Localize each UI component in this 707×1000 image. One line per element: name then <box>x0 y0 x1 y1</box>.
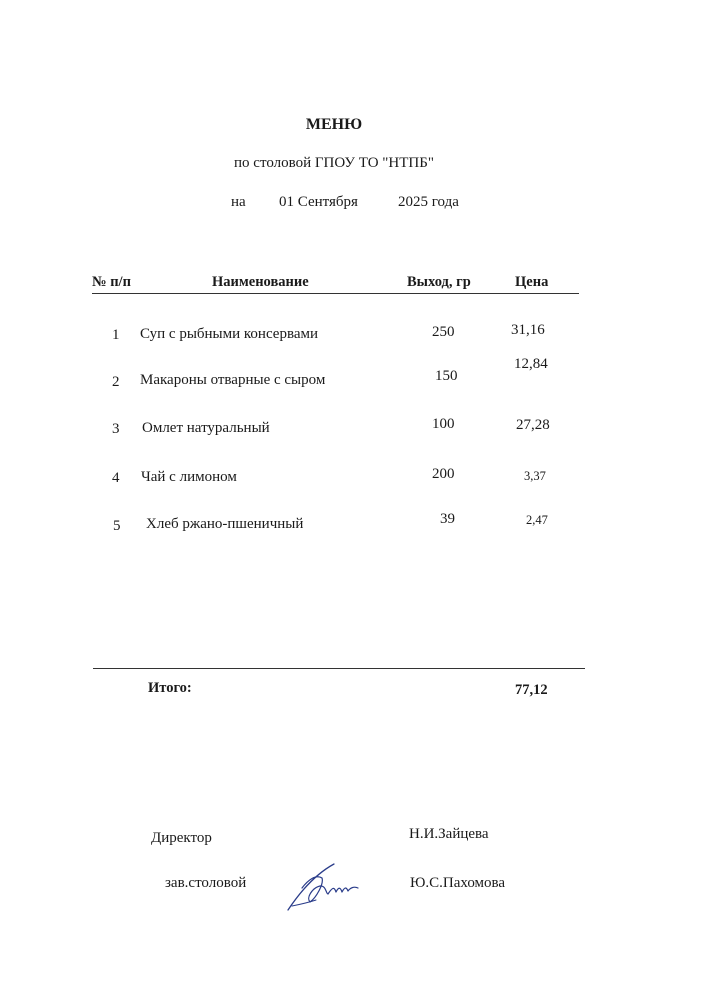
total-value: 77,12 <box>515 682 548 698</box>
row-5-price: 2,47 <box>526 513 548 527</box>
date-day: 01 Сентября <box>279 194 358 210</box>
row-3-output: 100 <box>432 416 455 432</box>
row-3-price: 27,28 <box>516 417 550 433</box>
header-output: Выход, гр <box>407 274 471 290</box>
document-title: МЕНЮ <box>305 116 363 133</box>
row-4-price: 3,37 <box>524 469 546 483</box>
row-2-name: Макароны отварные с сыром <box>140 372 326 388</box>
row-5-number: 5 <box>113 518 121 534</box>
row-2-output: 150 <box>435 368 458 384</box>
row-4-output: 200 <box>432 466 455 482</box>
handwritten-signature <box>282 858 364 918</box>
director-name: Н.И.Зайцева <box>409 826 489 842</box>
row-1-number: 1 <box>112 327 120 343</box>
canteen-role: зав.столовой <box>165 875 247 891</box>
date-prefix: на <box>231 194 246 210</box>
row-3-name: Омлет натуральный <box>142 420 270 436</box>
row-4-number: 4 <box>112 470 120 486</box>
total-rule <box>93 668 585 669</box>
canteen-name: Ю.С.Пахомова <box>410 875 506 891</box>
row-4-name: Чай с лимоном <box>141 469 237 485</box>
header-rule <box>92 293 579 294</box>
row-2-number: 2 <box>112 374 120 390</box>
row-5-name: Хлеб ржано-пшеничный <box>146 516 304 532</box>
header-name: Наименование <box>212 274 309 290</box>
document-subtitle: по столовой ГПОУ ТО "НТПБ" <box>234 155 434 171</box>
row-5-output: 39 <box>440 511 455 527</box>
header-price: Цена <box>515 274 549 290</box>
date-year: 2025 года <box>398 194 459 210</box>
header-number: № п/п <box>92 274 131 290</box>
row-1-output: 250 <box>432 324 455 340</box>
total-label: Итого: <box>148 680 192 696</box>
row-3-number: 3 <box>112 421 120 437</box>
row-1-name: Суп с рыбными консервами <box>140 326 319 342</box>
director-role: Директор <box>151 830 212 846</box>
row-1-price: 31,16 <box>511 322 545 338</box>
row-2-price: 12,84 <box>514 356 548 372</box>
